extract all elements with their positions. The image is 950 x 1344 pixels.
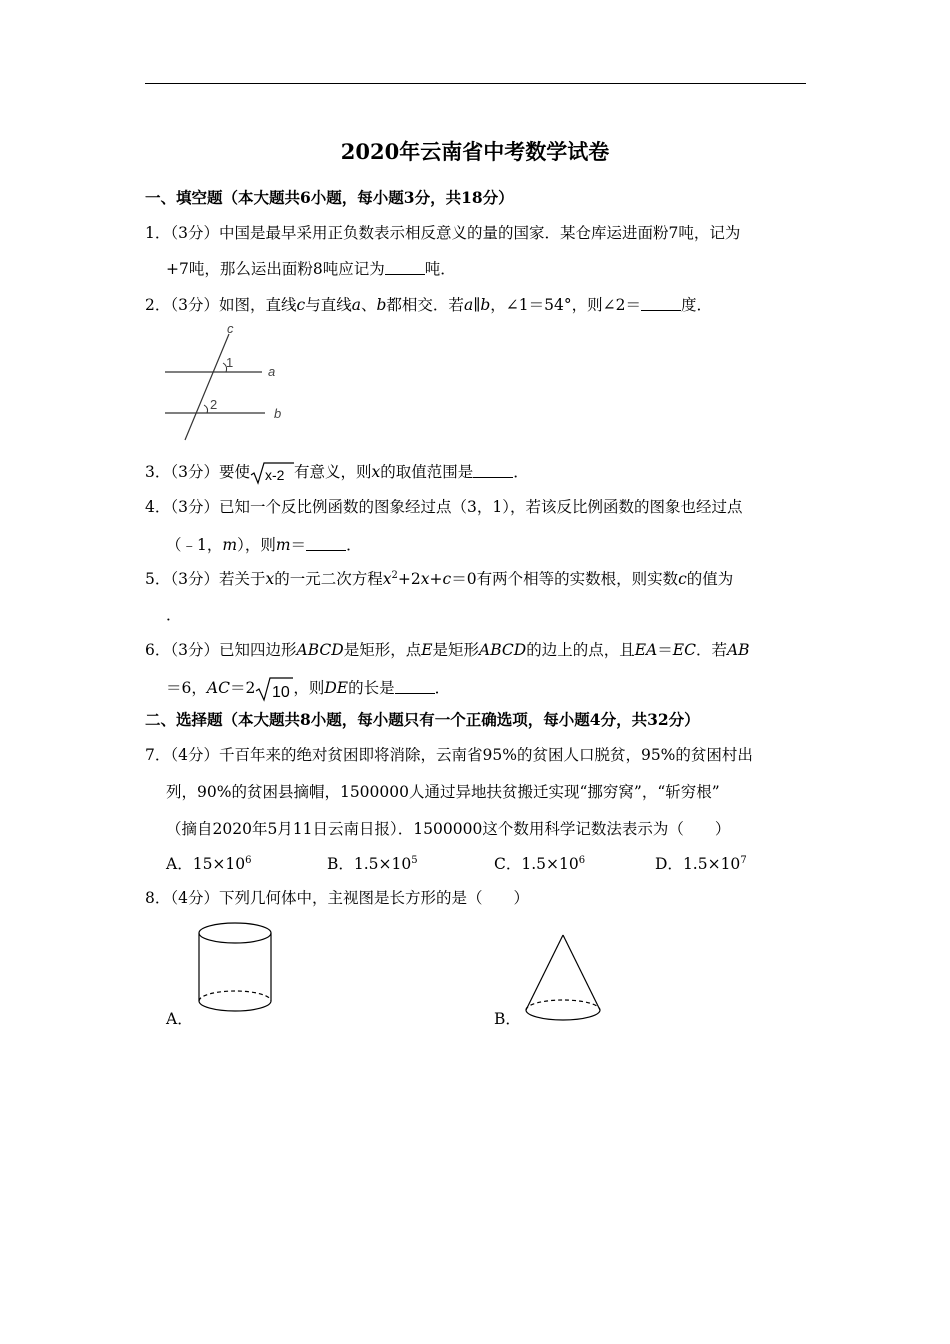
var-x: x [382, 570, 392, 588]
q4-text: （﹣1， [166, 536, 223, 554]
cone-base-back [526, 1000, 600, 1010]
q6-text: ． [434, 679, 451, 697]
option-exponent: 7 [740, 855, 747, 866]
q2-text: 如图，直线 [219, 296, 297, 314]
q5-text: 若关于 [219, 570, 266, 588]
q1-answer-blank[interactable] [385, 260, 425, 275]
option-exponent: 5 [411, 855, 418, 866]
q6-text: 的长是 [348, 679, 395, 697]
option-label: C． [494, 855, 522, 873]
q8-line1 [145, 887, 529, 909]
q4-number: 4． [145, 498, 171, 516]
q3-text: 有意义，则 [294, 463, 372, 481]
option-exponent: 6 [578, 855, 586, 866]
q1-text1: 中国是最早采用正负数表示相反意义的量的国家．某仓库运进面粉7吨，记为 [219, 224, 741, 242]
q4-answer-blank[interactable] [306, 536, 346, 551]
q5-text: 的一元二次方程 [274, 570, 383, 588]
q7-line1 [145, 744, 753, 766]
q6-score: （3分） [170, 641, 219, 659]
q5-line2: ． [166, 606, 182, 624]
q2-line1 [145, 294, 712, 316]
q1-text3: 吨． [424, 260, 456, 278]
q6-number: 6． [145, 641, 171, 659]
q6-text: 的边上的点，且 [526, 641, 635, 659]
var-x: x [420, 570, 430, 588]
q4-line1 [145, 496, 742, 518]
radicand: x-2 [265, 467, 285, 483]
q6-line1 [145, 639, 750, 661]
q7-line2: 列，90%的贫困县摘帽，1500000人通过异地扶贫搬迁实现“挪穷窝”，“斩穷根” [166, 783, 720, 801]
var-abcd: ABCD [479, 641, 527, 659]
q6-text: ．若 [695, 641, 727, 659]
radicand: 10 [272, 684, 291, 701]
var-b: b [376, 296, 387, 314]
var-c: c [296, 296, 306, 314]
q7-text: 千百年来的绝对贫困即将消除，云南省95%的贫困人口脱贫，95%的贫困村出 [219, 746, 753, 764]
cylinder-bottom-back [199, 991, 271, 1001]
q7-option-b[interactable] [327, 853, 418, 875]
q7-option-d[interactable] [655, 853, 747, 875]
var-x: x [371, 463, 381, 481]
option-base: 1.5×10 [353, 855, 412, 873]
q7-option-c[interactable] [494, 853, 585, 875]
q4-line2 [166, 534, 362, 556]
option-exponent: 6 [245, 855, 252, 866]
cylinder-bottom-front [199, 1001, 271, 1011]
sqrt-10 [255, 676, 293, 702]
var-m: m [222, 536, 238, 554]
q4-text: 已知一个反比例函数的图象经过点（3，1），若该反比例函数的图象也经过点 [219, 498, 743, 516]
cone-figure [518, 930, 608, 1026]
q1-line1 [145, 222, 740, 244]
q4-score: （3分） [170, 498, 219, 516]
option-label: D． [655, 855, 683, 873]
q3-text: 要使 [219, 463, 251, 481]
q4-text: ＝ [290, 536, 307, 554]
header-rule [145, 83, 806, 84]
line-c [185, 334, 229, 440]
q7-score: （4分） [170, 746, 219, 764]
var-de: DE [324, 679, 349, 697]
q7-number: 7． [145, 746, 171, 764]
q3-answer-blank[interactable] [473, 463, 513, 478]
var-a: a [351, 296, 361, 314]
label-c: c [227, 321, 234, 336]
cylinder-top [199, 923, 271, 943]
var-ec: EC [672, 641, 696, 659]
var-a: a [463, 296, 474, 314]
angle-2-arc [204, 405, 208, 413]
label-a: a [268, 364, 276, 379]
q6-text: 已知四边形 [219, 641, 297, 659]
q2-figure-parallel-lines [160, 320, 290, 445]
var-e: E [421, 641, 433, 659]
var-c: c [442, 570, 452, 588]
q3-text: ． [513, 463, 529, 481]
q8-number: 8． [145, 889, 171, 907]
q5-number: 5． [145, 570, 171, 588]
section2-header: 二、选择题（本大题共8小题，每小题只有一个正确选项，每小题4分，共32分） [145, 710, 700, 729]
var-c: c [678, 570, 687, 588]
var-abcd: ABCD [296, 641, 344, 659]
q5-line1 [145, 568, 733, 590]
q8-score: （4分） [170, 889, 219, 907]
label-1: 1 [226, 355, 234, 370]
var-b: b [480, 296, 491, 314]
label-b: b [274, 406, 282, 421]
var-ea: EA [634, 641, 658, 659]
q2-answer-blank[interactable] [641, 296, 681, 311]
option-base: 15×10 [192, 855, 246, 873]
q6-text: ＝2 [229, 679, 256, 697]
var-ab: AB [726, 641, 750, 659]
cone-base-front [526, 1010, 600, 1020]
q2-text: 、 [360, 296, 377, 314]
q6-answer-blank[interactable] [395, 679, 435, 694]
cylinder-figure [190, 918, 280, 1022]
sqrt-x-minus-2 [250, 461, 294, 485]
q5-text: ＝0有两个相等的实数根，则实数 [451, 570, 679, 588]
q1-score: （3分） [170, 224, 219, 242]
q6-text: 是矩形 [432, 641, 480, 659]
q5-text: +2 [397, 570, 421, 588]
q7-line3: （摘自2020年5月11日云南日报）．1500000这个数用科学记数法表示为（ ） [166, 820, 731, 838]
q2-text: ，∠1＝54°，则∠2＝ [490, 296, 641, 314]
q3-score: （3分） [170, 463, 219, 481]
q2-score: （3分） [170, 296, 219, 314]
var-m: m [275, 536, 291, 554]
q2-text: 度． [680, 296, 712, 314]
exponent: 2 [391, 570, 398, 581]
option-base: 1.5×10 [521, 855, 579, 873]
q6-text: 是矩形，点 [343, 641, 422, 659]
option-base: 1.5×10 [682, 855, 741, 873]
q1-text2: +7吨，那么运出面粉8吨应记为 [166, 260, 385, 278]
q6-line2 [166, 676, 450, 702]
var-ac: AC [206, 679, 230, 697]
q4-text: ），则 [237, 536, 276, 554]
var-x: x [265, 570, 275, 588]
q1-line2 [166, 258, 456, 280]
option-label: A． [166, 855, 193, 873]
q6-text: ，则 [293, 679, 325, 697]
q6-text: ＝ [657, 641, 673, 659]
label-2: 2 [210, 397, 218, 412]
cone-right-edge [563, 935, 600, 1010]
cone-left-edge [526, 935, 563, 1010]
q3-number: 3． [145, 463, 171, 481]
q3-text: 的取值范围是 [380, 463, 474, 481]
q5-score: （3分） [170, 570, 219, 588]
q6-text: ＝6， [166, 679, 207, 697]
q8-option-b-label[interactable]: B． [494, 1010, 521, 1028]
q2-text: 都相交．若 [386, 296, 464, 314]
exam-title: 2020年云南省中考数学试卷 [340, 139, 610, 164]
q2-number: 2． [145, 296, 171, 314]
q8-option-a-label[interactable]: A． [166, 1010, 193, 1028]
q7-option-a[interactable] [166, 853, 252, 875]
option-label: B． [327, 855, 354, 873]
q5-text: + [429, 570, 443, 588]
q3-line1 [145, 461, 529, 485]
q2-text: 与直线 [305, 296, 352, 314]
q1-number: 1． [145, 224, 171, 242]
section1-header: 一、填空题（本大题共6小题，每小题3分，共18分） [145, 188, 514, 207]
q8-text: 下列几何体中，主视图是长方形的是（ ） [219, 889, 530, 907]
parallel-symbol: ∥ [473, 296, 481, 314]
q5-text: 的值为 [686, 570, 734, 588]
q4-text: ． [346, 536, 362, 554]
